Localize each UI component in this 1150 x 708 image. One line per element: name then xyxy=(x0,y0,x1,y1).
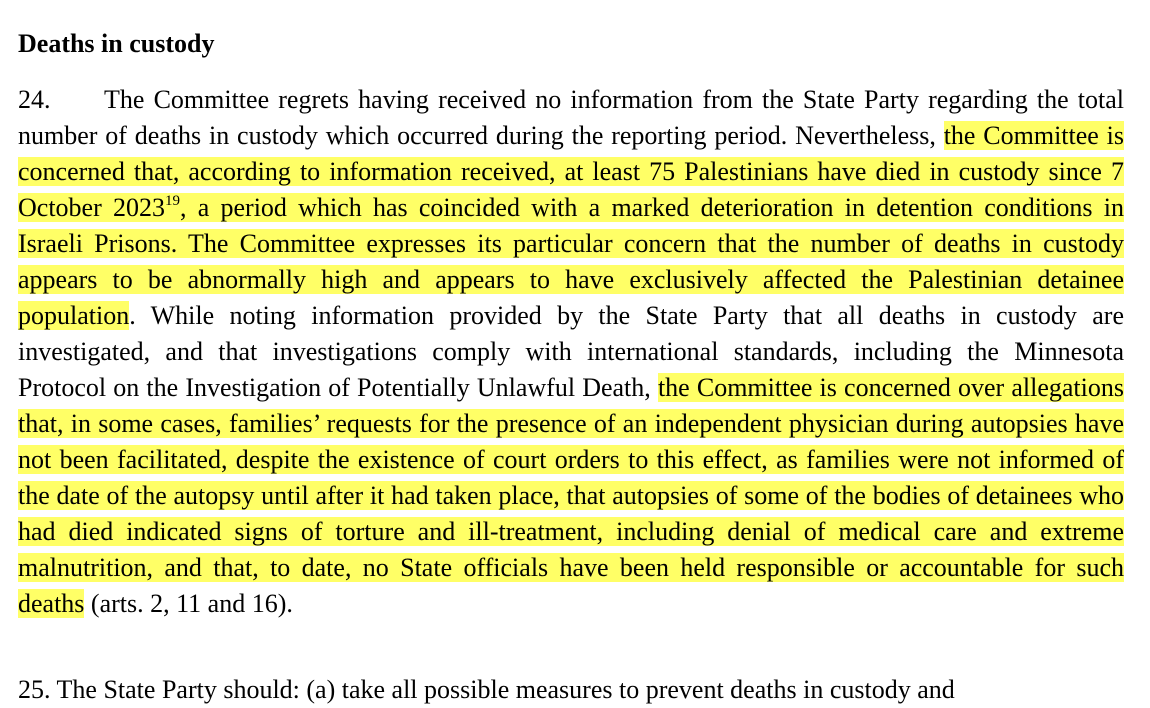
paragraph-text-plain-2: . While noting information provided by the State Party that all deaths in custody are investigated, and that investigations comply with international standards, including the Minnesota Protocol on the Investigation of Potentially Unlawful Death, xyxy=(18,301,1124,402)
paragraph-number: 24. xyxy=(18,85,51,114)
highlighted-text-1 xyxy=(18,121,1124,330)
highlighted-text-3: the Committee is concerned over allegations that, in some cases, families’ requests for the presence of an independent physician during autopsies have not been facilitated, despite the existence of court orders to this effect, as families were not informed of the date of the autopsy until after it had taken place, that autopsies of some of the bodies of detainees who had died indicated signs of torture and ill-treatment, including denial of medical care and extreme malnutrition, and that, to date, no State officials have been held responsible or accountable for such deaths xyxy=(18,373,1124,618)
footnote-reference[interactable]: 19 xyxy=(164,193,180,209)
paragraph-text-plain-1: The Committee regrets having received no information from the State Party regarding the total number of deaths in custody which occurred during the reporting period. Nevertheless, xyxy=(18,85,1124,150)
paragraph-text-plain-3: (arts. 2, 11 and 16). xyxy=(84,589,293,618)
document-page xyxy=(18,26,1124,622)
next-paragraph-clipped xyxy=(18,666,1124,704)
paragraph-24 xyxy=(18,82,1124,622)
next-paragraph-text: 25. The State Party should: (a) take all possible measures to prevent deaths in custody and xyxy=(18,675,955,704)
section-heading: Deaths in custody xyxy=(18,29,215,58)
highlighted-text-1-body: the Committee is concerned that, according to information received, at least 75 Palestinians have died in custody since 7 October 2023 xyxy=(18,121,1124,222)
highlighted-text-2-body: , a period which has coincided with a marked deterioration in detention conditions in Israeli Prisons. The Committee expresses its particular concern that the number of deaths in custody appears to be abnormally high and appears to have exclusively affected the Palestinian detainee population xyxy=(18,193,1124,330)
